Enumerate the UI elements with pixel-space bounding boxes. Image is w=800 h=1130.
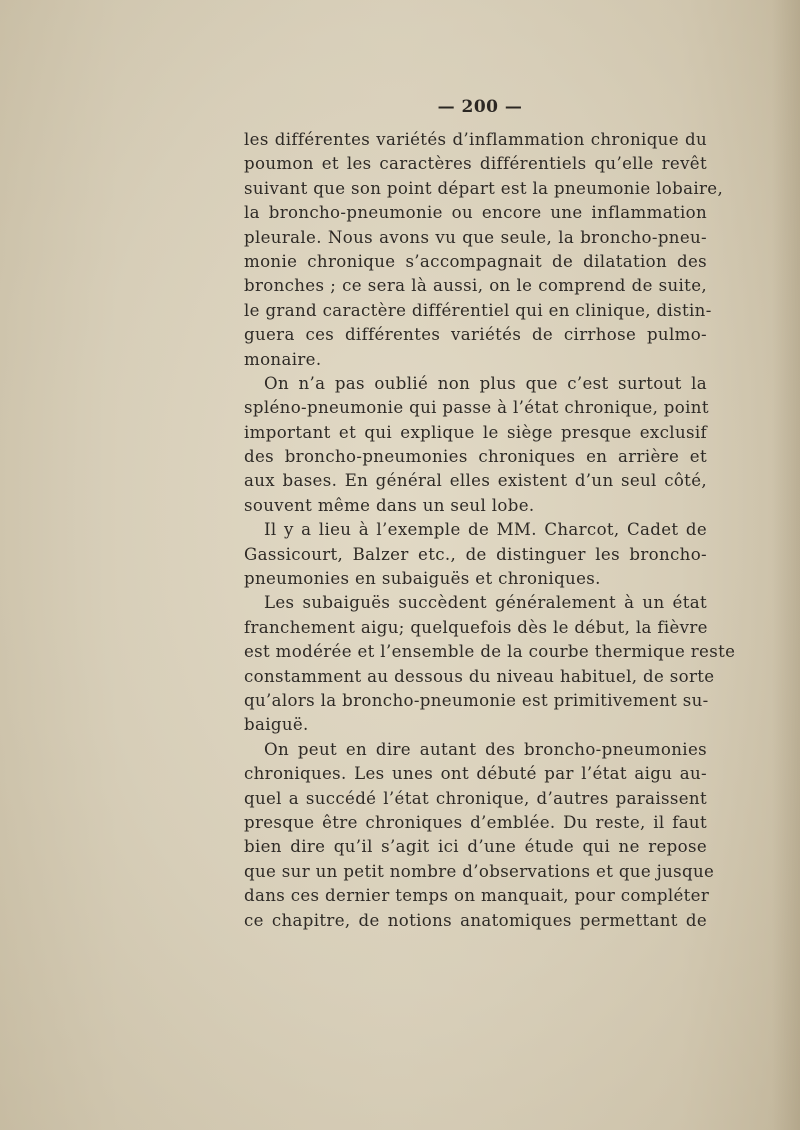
text-line: souvent même dans un seul lobe. [244, 495, 535, 515]
text-line: franchement aigu; quelquefois dès le début, la fièvre [244, 617, 708, 637]
text-line: important et qui explique le siège presque exclusif [244, 422, 707, 442]
text-line: chroniques. Les unes ont débuté par l’état aigu au- [244, 764, 707, 784]
text-line: baiguë. [244, 715, 309, 735]
page-edge-shadow [772, 0, 800, 1130]
text-line: On n’a pas oublié non plus que c’est surtout la [264, 373, 707, 393]
text-line: Il y a lieu à l’exemple de MM. Charcot, Cadet de [264, 520, 707, 540]
body-text [244, 128, 736, 933]
text-line: bronches ; ce sera là aussi, on le comprend de suite, [244, 276, 707, 296]
text-line: spléno-pneumonie qui passe à l’état chronique, point [244, 398, 709, 418]
text-line: ce chapitre, de notions anatomiques permettant de [244, 910, 707, 930]
text-line: aux bases. En général elles existent d’un seul côté, [244, 471, 707, 491]
text-line: des broncho-pneumonies chroniques en arrière et [244, 447, 707, 467]
text-line: les différentes variétés d’inflammation chronique du [244, 130, 707, 149]
text-line: le grand caractère différentiel qui en clinique, distin- [244, 300, 712, 320]
text-line: poumon et les caractères différentiels qu’elle revêt [244, 154, 707, 174]
text-line: bien dire qu’il s’agit ici d’une étude qui ne repose [244, 837, 707, 857]
text-line: Les subaiguës succèdent généralement à un état [264, 593, 707, 613]
text-line: est modérée et l’ensemble de la courbe thermique reste [244, 642, 736, 662]
text-line: pleurale. Nous avons vu que seule, la broncho-pneu- [244, 227, 707, 247]
text-line: la broncho-pneumonie ou encore une inflammation [244, 203, 707, 223]
text-line: On peut en dire autant des broncho-pneumonies [264, 739, 707, 759]
text-line: constamment au dessous du niveau habituel, de sorte [244, 666, 715, 686]
text-line: presque être chroniques d’emblée. Du reste, il faut [244, 812, 707, 832]
text-line: monaire. [244, 349, 322, 369]
text-line: monie chronique s’accompagnait de dilatation des [244, 251, 707, 271]
text-line: quel a succédé l’état chronique, d’autres paraissent [244, 788, 707, 808]
text-line: dans ces dernier temps on manquait, pour compléter [244, 886, 710, 906]
text-line: guera ces différentes variétés de cirrhose pulmo- [244, 325, 707, 345]
page-number: — 200 — [437, 97, 523, 117]
text-line: que sur un petit nombre d’observations et que jusque [244, 861, 715, 881]
text-line: qu’alors la broncho-pneumonie est primitivement su- [244, 690, 709, 710]
text-line: suivant que son point départ est la pneumonie lobaire, [244, 178, 724, 198]
text-line: Gassicourt, Balzer etc., de distinguer les broncho- [244, 544, 707, 564]
text-line: pneumonies en subaiguës et chroniques. [244, 569, 601, 589]
